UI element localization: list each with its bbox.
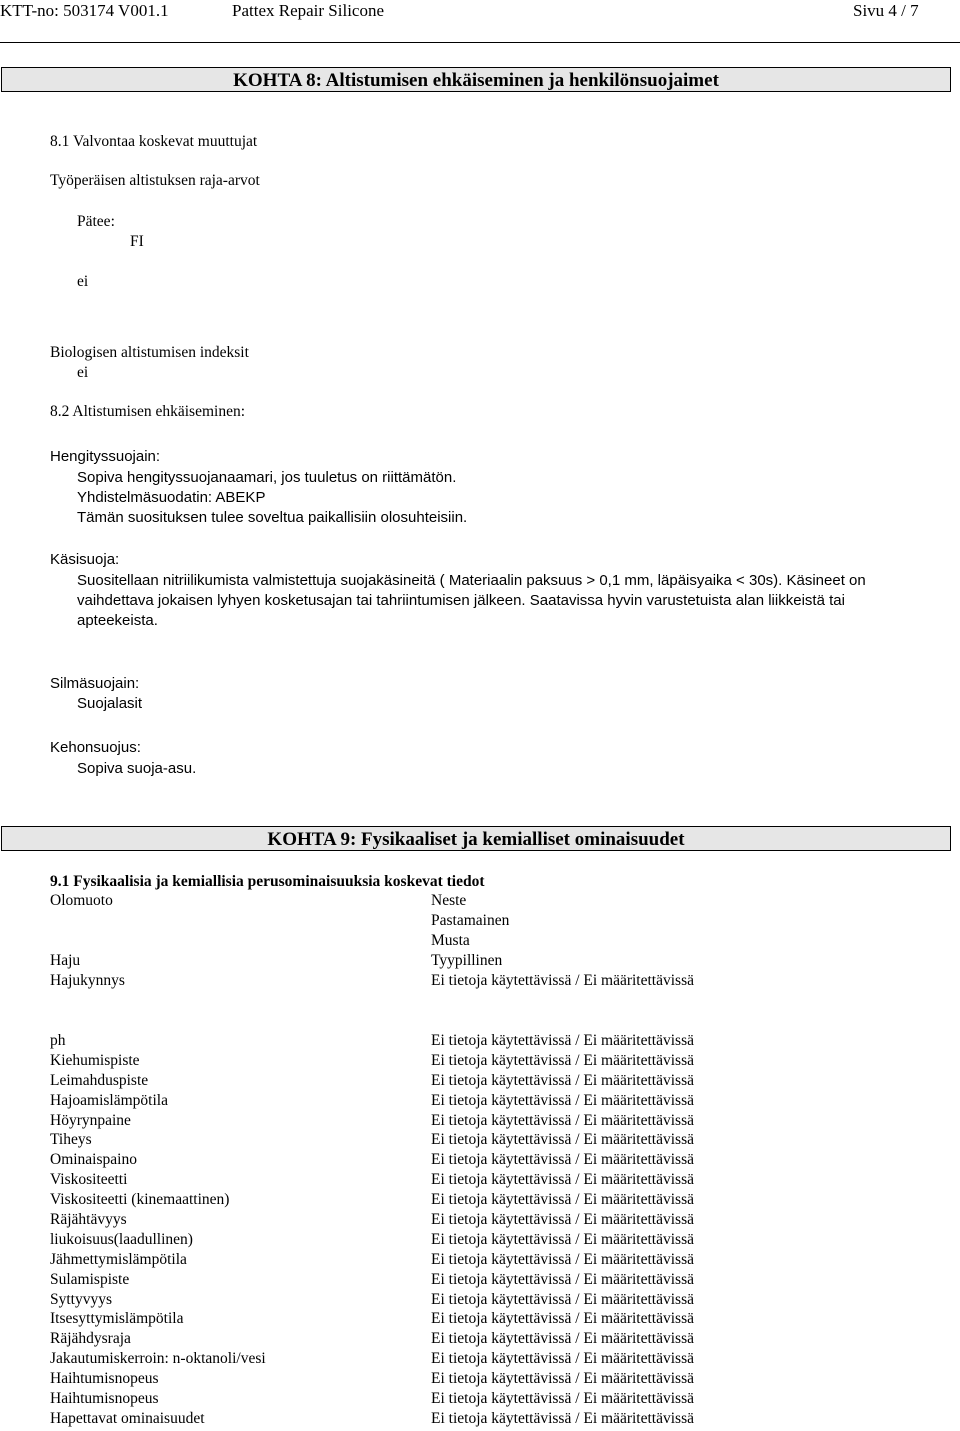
form-value-3: Musta bbox=[431, 932, 470, 949]
property-label: Jähmettymislämpötila bbox=[50, 1250, 187, 1268]
section-9-title: KOHTA 9: Fysikaaliset ja kemialliset ominaisuudet bbox=[267, 829, 685, 850]
property-label: Itsesyttymislämpötila bbox=[50, 1310, 184, 1328]
property-label: Viskositeetti (kinemaattinen) bbox=[50, 1191, 230, 1209]
property-labels bbox=[50, 1031, 266, 1429]
property-value: Ei tietoja käytettävissä / Ei määritettävissä bbox=[431, 1171, 694, 1189]
property-label: Hajoamislämpötila bbox=[50, 1091, 168, 1109]
property-value: Ei tietoja käytettävissä / Ei määritettävissä bbox=[431, 1290, 694, 1308]
property-label: Sulamispiste bbox=[50, 1270, 130, 1288]
section-8-header bbox=[1, 67, 951, 92]
property-label: Höyrynpaine bbox=[50, 1111, 131, 1129]
section-8-title: KOHTA 8: Altistumisen ehkäiseminen ja henkilönsuojaimet bbox=[233, 70, 719, 91]
form-label: Olomuoto bbox=[50, 892, 113, 909]
property-label: Ominaispaino bbox=[50, 1151, 137, 1169]
document-id: KTT-no: 503174 V001.1 bbox=[0, 1, 169, 20]
odor-value: Tyypillinen bbox=[431, 952, 503, 969]
property-label: Kiehumispiste bbox=[50, 1051, 140, 1069]
property-value: Ei tietoja käytettävissä / Ei määritettävissä bbox=[431, 1250, 694, 1268]
property-value: Ei tietoja käytettävissä / Ei määritettävissä bbox=[431, 1409, 694, 1427]
property-value: Ei tietoja käytettävissä / Ei määritettävissä bbox=[431, 1270, 694, 1288]
property-label: Hapettavat ominaisuudet bbox=[50, 1409, 205, 1427]
oel-value: ei bbox=[77, 273, 89, 290]
bio-index-value: ei bbox=[77, 364, 89, 381]
property-value: Ei tietoja käytettävissä / Ei määritettävissä bbox=[431, 1071, 694, 1089]
body-protection-label: Kehonsuojus: bbox=[50, 739, 141, 756]
property-label: Haihtumisnopeus bbox=[50, 1370, 159, 1388]
section-9-header bbox=[1, 826, 951, 851]
property-value: Ei tietoja käytettävissä / Ei määritettävissä bbox=[431, 1032, 694, 1049]
hand-protection-text: Suositellaan nitriilikumista valmistettuja suojakäsineitä ( Materiaalin paksuus > 0,1 mm, läpäisyaika < 30s). Käsineet on vaihdettava jokaisen lyhyen kosketusajan tai tahriintumisen jälkeen. Saatavissa hyvin varustetuista alan liikkeistä tai apteekeista. bbox=[77, 572, 866, 629]
property-value: Ei tietoja käytettävissä / Ei määritettävissä bbox=[431, 1111, 694, 1129]
property-value: Ei tietoja käytettävissä / Ei määritettävissä bbox=[431, 1091, 694, 1109]
property-value: Ei tietoja käytettävissä / Ei määritettävissä bbox=[431, 1370, 694, 1388]
form-value-1: Neste bbox=[431, 892, 467, 909]
property-label: Räjähdysraja bbox=[50, 1330, 131, 1348]
subsection-9-1-title: 9.1 Fysikaalisia ja kemiallisia perusominaisuuksia koskevat tiedot bbox=[50, 873, 485, 890]
property-label: liukoisuus(laadullinen) bbox=[50, 1230, 193, 1248]
product-name: Pattex Repair Silicone bbox=[232, 1, 385, 20]
eye-protection-label: Silmäsuojain: bbox=[50, 675, 140, 692]
bio-index-title: Biologisen altistumisen indeksit bbox=[50, 344, 249, 361]
property-label: Viskositeetti bbox=[50, 1171, 128, 1189]
odor-threshold-value: Ei tietoja käytettävissä / Ei määritettävissä bbox=[431, 972, 694, 989]
respiratory-line-1: Sopiva hengityssuojanaamari, jos tuuletus on riittämätön. bbox=[77, 469, 457, 486]
property-values bbox=[431, 1031, 694, 1429]
respiratory-line-3: Tämän suosituksen tulee soveltua paikallisiin olosuhteisiin. bbox=[77, 509, 468, 526]
property-value: Ei tietoja käytettävissä / Ei määritettävissä bbox=[431, 1310, 694, 1328]
odor-threshold-label: Hajukynnys bbox=[50, 972, 125, 989]
property-label: Tiheys bbox=[50, 1131, 92, 1149]
property-label: Haihtumisnopeus bbox=[50, 1390, 159, 1408]
valid-country: FI bbox=[130, 233, 144, 250]
respiratory-line-2: Yhdistelmäsuodatin: ABEKP bbox=[77, 489, 266, 506]
property-value: Ei tietoja käytettävissä / Ei määritettävissä bbox=[431, 1390, 694, 1408]
subsection-8-2-title: 8.2 Altistumisen ehkäiseminen: bbox=[50, 403, 246, 420]
property-label: Räjähtävyys bbox=[50, 1211, 127, 1229]
odor-label: Haju bbox=[50, 952, 81, 969]
body-protection-value: Sopiva suoja-asu. bbox=[77, 760, 197, 777]
eye-protection-value: Suojalasit bbox=[77, 695, 143, 712]
form-value-2: Pastamainen bbox=[431, 912, 510, 929]
property-label: Leimahduspiste bbox=[50, 1071, 149, 1089]
property-value: Ei tietoja käytettävissä / Ei määritettävissä bbox=[431, 1151, 694, 1169]
valid-label: Pätee: bbox=[77, 213, 115, 230]
property-value: Ei tietoja käytettävissä / Ei määritettävissä bbox=[431, 1230, 694, 1248]
property-label: Syttyvyys bbox=[50, 1290, 113, 1308]
respiratory-label: Hengityssuojain: bbox=[50, 448, 161, 465]
property-value: Ei tietoja käytettävissä / Ei määritettävissä bbox=[431, 1211, 694, 1229]
property-label: Jakautumiskerroin: n-oktanoli/vesi bbox=[50, 1350, 266, 1368]
property-value: Ei tietoja käytettävissä / Ei määritettävissä bbox=[431, 1191, 694, 1209]
property-value: Ei tietoja käytettävissä / Ei määritettävissä bbox=[431, 1350, 694, 1368]
hand-protection-label: Käsisuoja: bbox=[50, 551, 120, 568]
property-value: Ei tietoja käytettävissä / Ei määritettävissä bbox=[431, 1131, 694, 1149]
oel-title: Työperäisen altistuksen raja-arvot bbox=[50, 172, 260, 189]
property-value: Ei tietoja käytettävissä / Ei määritettävissä bbox=[431, 1330, 694, 1348]
header-divider bbox=[0, 42, 960, 43]
property-value: Ei tietoja käytettävissä / Ei määritettävissä bbox=[431, 1051, 694, 1069]
page-number: Sivu 4 / 7 bbox=[853, 1, 919, 20]
property-label: ph bbox=[50, 1032, 66, 1049]
subsection-8-1-title: 8.1 Valvontaa koskevat muuttujat bbox=[50, 133, 258, 150]
